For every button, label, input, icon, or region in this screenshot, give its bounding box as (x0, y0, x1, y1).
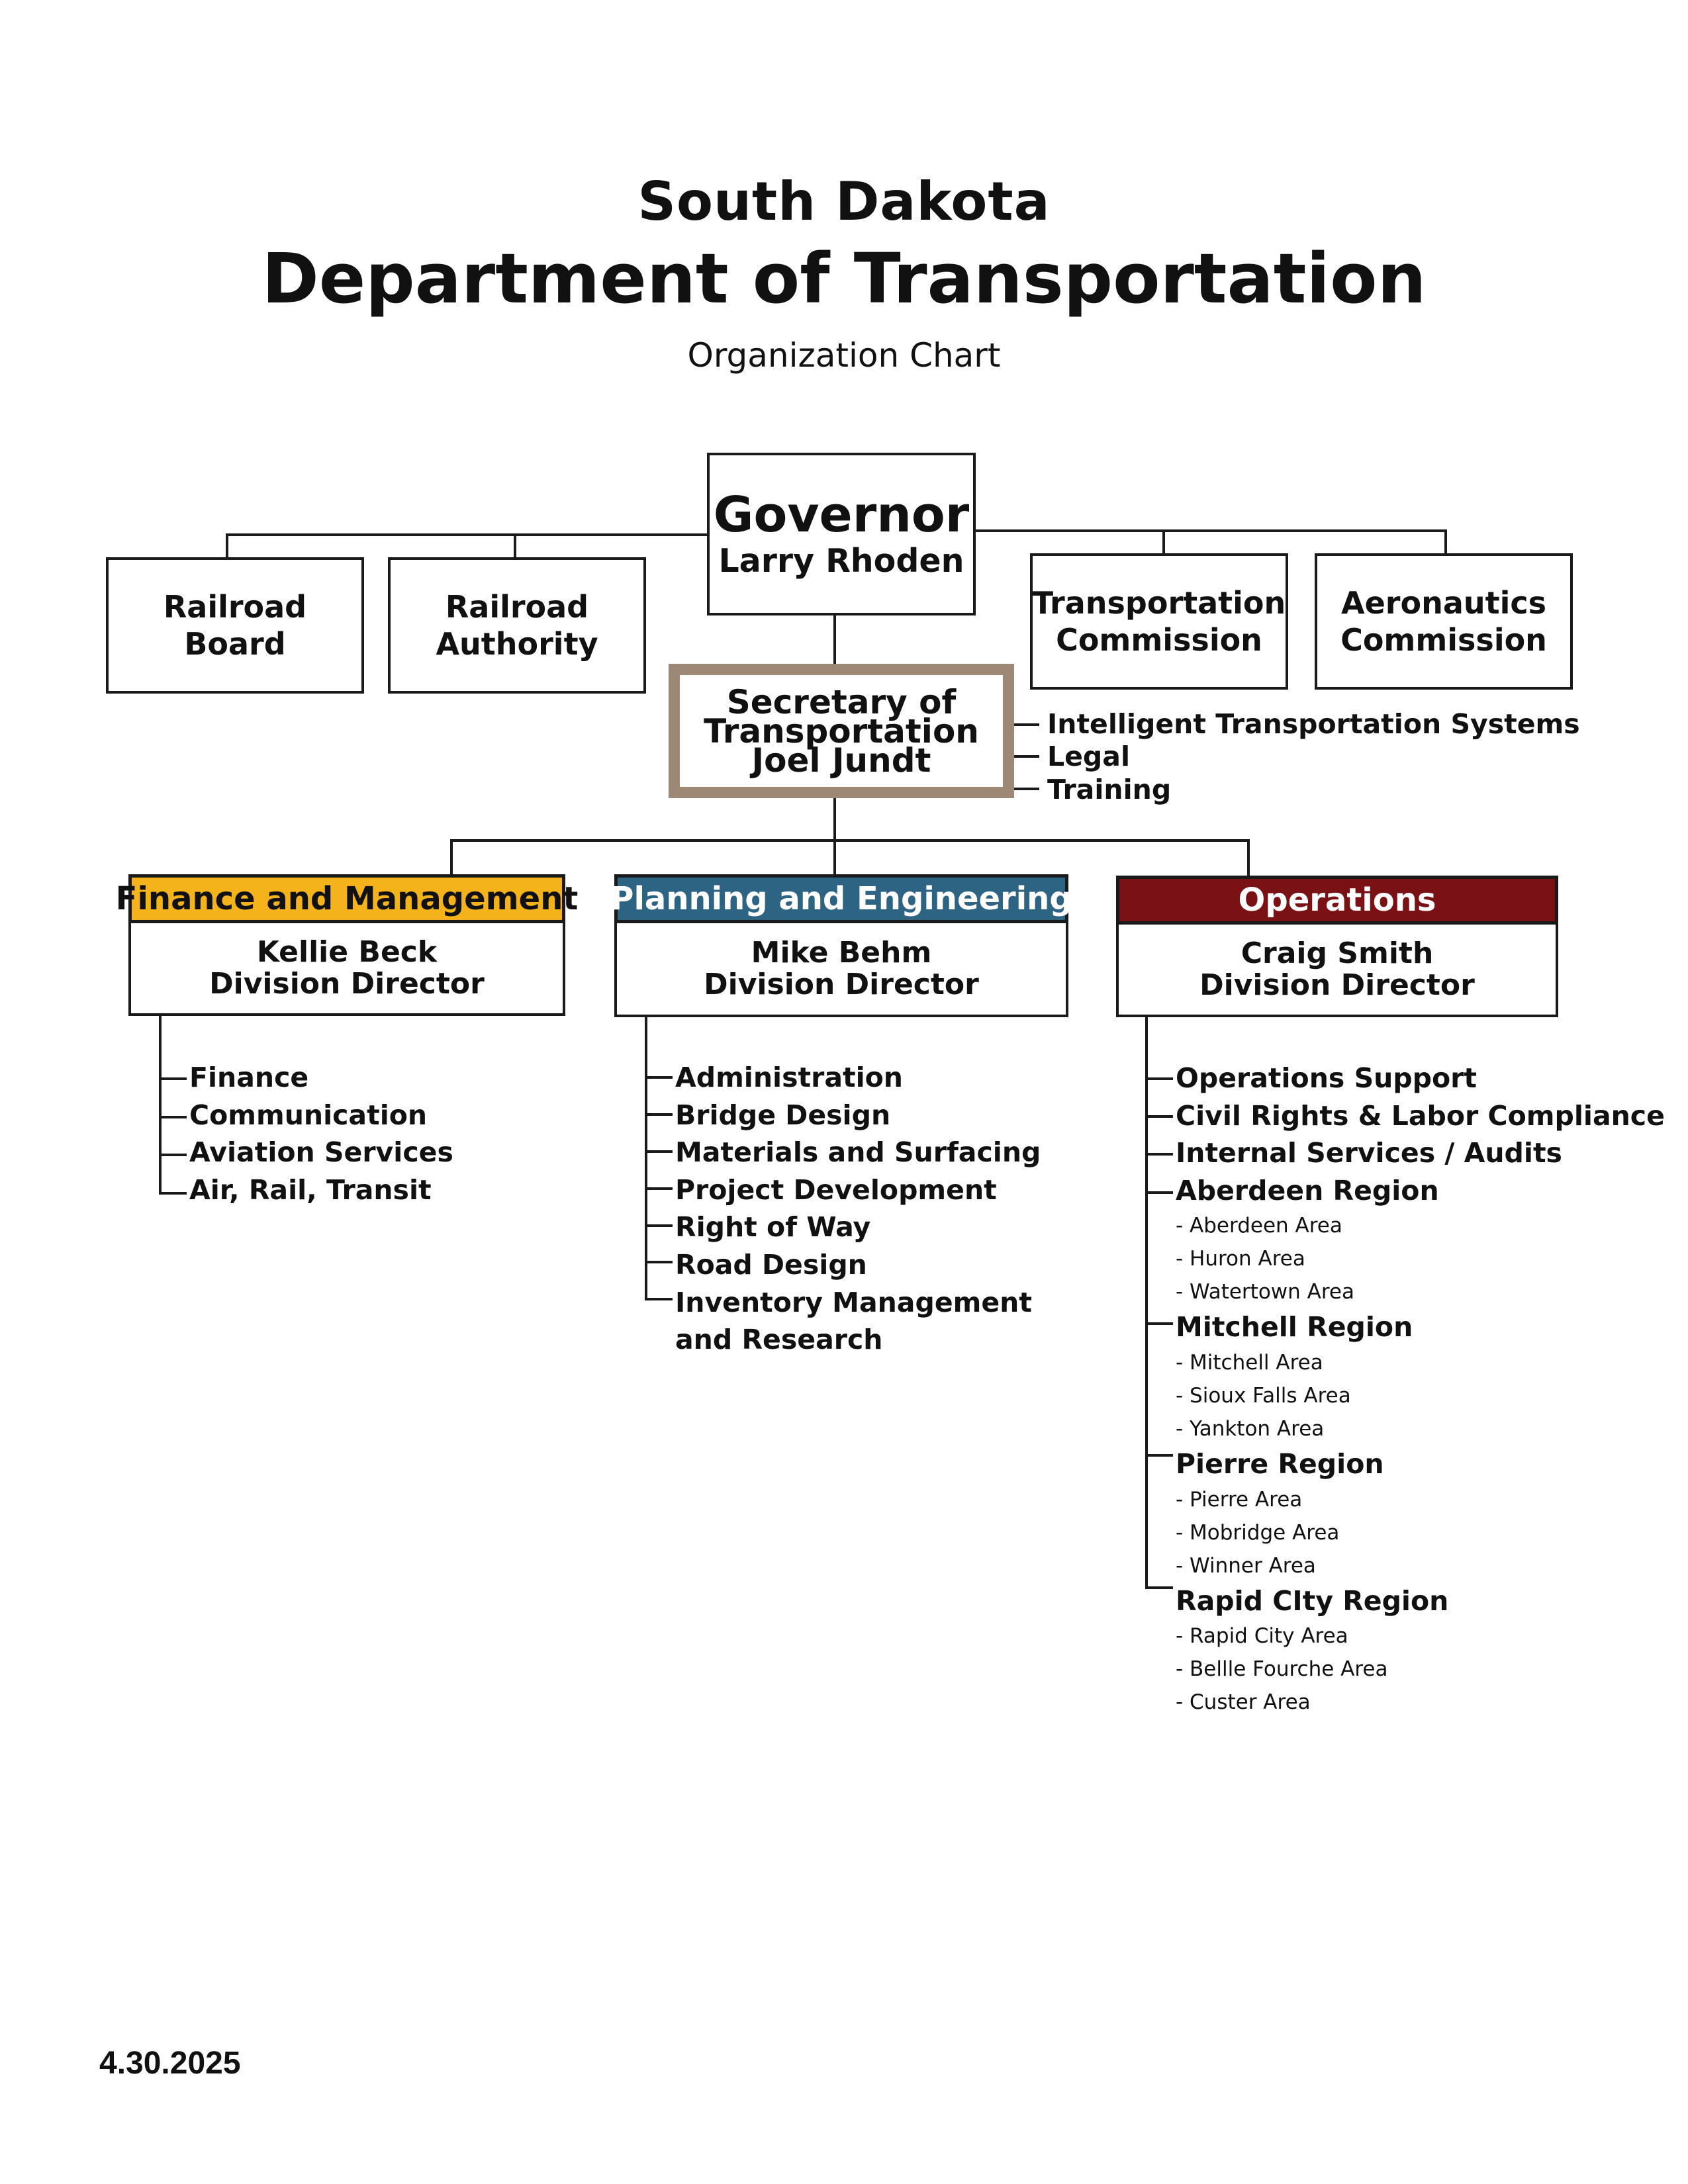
list-item: Project Development (675, 1173, 997, 1206)
office-item: Legal (1047, 741, 1131, 773)
list-item: Aviation Services (189, 1136, 453, 1169)
operations-units-list (1176, 1060, 1665, 1719)
area-item: - Yankton Area (1176, 1416, 1325, 1441)
board-label-line: Commission (1056, 622, 1262, 658)
board-label-line: Aeronautics (1340, 585, 1547, 621)
area-item: - Huron Area (1176, 1247, 1305, 1271)
division-director-box-operations (1116, 925, 1558, 1017)
governor-name: Larry Rhoden (718, 542, 964, 580)
division-director-box-planning (614, 923, 1068, 1017)
list-item: Internal Services / Audits (1176, 1137, 1562, 1169)
secretary-offices-list (1047, 705, 1580, 809)
area-item: - Winner Area (1176, 1553, 1316, 1578)
director-role: Division Director (209, 967, 485, 1001)
list-item: Finance (189, 1062, 309, 1093)
division-header-operations: Operations (1116, 876, 1558, 925)
board-label-line: Board (184, 626, 286, 662)
board-label-line: Commission (1340, 622, 1547, 658)
board-label-line: Authority (436, 626, 598, 662)
chart-state-title: South Dakota (637, 171, 1051, 232)
area-item: - Sioux Falls Area (1176, 1383, 1351, 1408)
governor-box (707, 453, 976, 615)
area-item: - Pierre Area (1176, 1487, 1303, 1512)
area-item: - Mitchell Area (1176, 1350, 1323, 1375)
secretary-name: Joel Jundt (751, 741, 931, 780)
division-header-planning: Planning and Engineering (614, 874, 1068, 923)
division-director-box-finance (128, 923, 565, 1016)
area-item: - Custer Area (1176, 1690, 1311, 1715)
list-item: Communication (189, 1099, 428, 1131)
board-label-line: Railroad (445, 589, 589, 625)
railroad-authority-box (388, 557, 646, 694)
area-item: - Rapid City Area (1176, 1624, 1348, 1649)
transportation-commission-box (1030, 553, 1288, 690)
region-name: Rapid CIty Region (1176, 1584, 1449, 1617)
board-label-line: Transportation (1032, 585, 1286, 621)
list-item: Civil Rights & Labor Compliance (1176, 1099, 1665, 1132)
office-item: Intelligent Transportation Systems (1047, 708, 1580, 740)
secretary-box (669, 664, 1014, 798)
governor-title: Governor (713, 486, 970, 543)
director-name: Kellie Beck (256, 935, 438, 969)
list-item: Road Design (675, 1248, 867, 1281)
region-name: Aberdeen Region (1176, 1174, 1439, 1206)
chart-subtitle: Organization Chart (687, 336, 1001, 375)
area-item: - Aberdeen Area (1176, 1214, 1342, 1238)
area-item: - Watertown Area (1176, 1280, 1354, 1304)
area-item: - Mobridge Area (1176, 1520, 1340, 1545)
railroad-board-box (106, 557, 364, 694)
list-item: Operations Support (1176, 1062, 1477, 1094)
list-item: and Research (675, 1324, 883, 1356)
board-label-line: Railroad (163, 589, 307, 625)
director-role: Division Director (704, 968, 979, 1001)
list-item: Materials and Surfacing (675, 1136, 1041, 1169)
secretary-title-line: Transportation (704, 711, 979, 751)
list-item: Inventory Management (675, 1286, 1032, 1318)
list-item: Administration (675, 1062, 903, 1093)
director-role: Division Director (1199, 968, 1475, 1002)
region-name: Pierre Region (1176, 1447, 1384, 1480)
list-item: Air, Rail, Transit (189, 1173, 432, 1206)
region-name: Mitchell Region (1176, 1311, 1413, 1343)
chart-department-title: Department of Transportation (261, 238, 1427, 319)
division-header-finance: Finance and Management (128, 874, 565, 923)
aeronautics-commission-box (1315, 553, 1573, 690)
chart-date: 4.30.2025 (99, 2046, 241, 2081)
office-item: Training (1047, 773, 1172, 805)
director-name: Craig Smith (1241, 936, 1434, 970)
secretary-title-line: Secretary of (726, 682, 957, 721)
list-item: Right of Way (675, 1211, 871, 1244)
area-item: - Bellle Fourche Area (1176, 1657, 1388, 1682)
director-name: Mike Behm (751, 936, 932, 970)
list-item: Bridge Design (675, 1099, 891, 1131)
finance-units-list (189, 1059, 453, 1208)
planning-units-list (675, 1059, 1041, 1359)
